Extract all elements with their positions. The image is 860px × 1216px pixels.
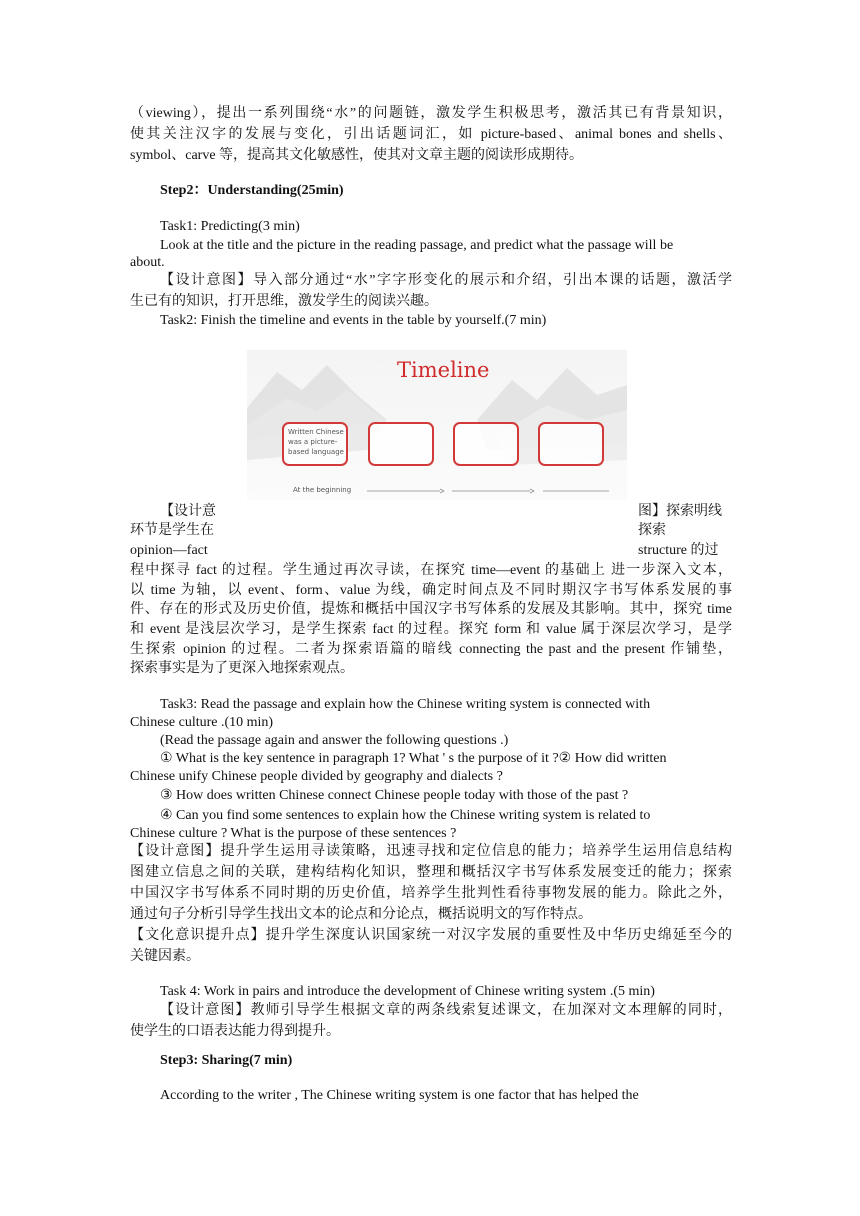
timeline-box-4 [538, 422, 604, 466]
task3-heading: Task3: Read the passage and explain how the Chinese writing system is connected with [160, 697, 651, 712]
wrap-text-right: 探索 [638, 523, 666, 538]
question-line: ① What is the key sentence in paragraph 1? What ' s the purpose of it ?② How did written [160, 751, 667, 766]
paragraph-line: 使其关注汉字的发展与变化，引出话题词汇，如 picture-based、animal bones and shells、 [130, 127, 732, 142]
task1-heading: Task1: Predicting(3 min) [160, 219, 300, 234]
paragraph-line: 程中探寻 fact 的过程。学生通过再次寻读，在探究 time—event 的基础上 进一步深入文本， [130, 563, 732, 578]
timeline-figure [247, 350, 627, 500]
design-intent-line: 图建立信息之间的关联，建构结构化知识，整理和概括汉字书写体系发展变迁的能力；探索 [130, 865, 732, 880]
task2-heading: Task2: Finish the timeline and events in the table by yourself.(7 min) [160, 313, 547, 328]
step3-heading: Step3: Sharing(7 min) [160, 1053, 293, 1068]
timeline-box-1-text: Written Chinese was a picture-based language [288, 428, 344, 456]
paragraph-line: 探索事实是为了更深入地探索观点。 [130, 661, 354, 676]
wrap-text-left: 环节是学生在 [130, 523, 214, 538]
paragraph-line: (Read the passage again and answer the following questions .) [160, 733, 509, 748]
question-line: ④ Can you find some sentences to explain how the Chinese writing system is related to [160, 808, 651, 823]
paragraph-line: （viewing），提出一系列围绕“水”的问题链，激发学生积极思考，激活其已有背景知识， [130, 106, 732, 121]
design-intent-line: 中国汉字书写体系不同时期的历史价值，培养学生批判性看待事物发展的能力。除此之外， [130, 886, 732, 901]
paragraph-line: Look at the title and the picture in the reading passage, and predict what the passage will be [160, 238, 674, 253]
design-intent-line: 【设计意图】提升学生运用寻读策略，迅速寻找和定位信息的能力；培养学生运用信息结构 [130, 844, 732, 859]
design-intent-line: 【设计意图】导入部分通过“水”字字形变化的展示和介绍，引出本课的话题，激活学 [160, 273, 732, 288]
wrap-text-right: 图】探索明线 [638, 504, 722, 519]
question-line: Chinese unify Chinese people divided by geography and dialects ? [130, 769, 503, 784]
question-line: Chinese culture ? What is the purpose of these sentences ? [130, 826, 457, 841]
culture-point-line: 关键因素。 [130, 949, 200, 964]
design-intent-line: 生已有的知识，打开思维，激发学生的阅读兴趣。 [130, 294, 438, 309]
design-intent-line: 使学生的口语表达能力得到提升。 [130, 1024, 340, 1039]
paragraph-line: According to the writer , The Chinese writing system is one factor that has helped the [160, 1088, 639, 1103]
timeline-box-1 [282, 422, 348, 466]
timeline-title: Timeline [397, 358, 490, 382]
task4-heading: Task 4: Work in pairs and introduce the development of Chinese writing system .(5 min) [160, 984, 655, 999]
timeline-box-2 [368, 422, 434, 466]
design-intent-line: 【设计意图】教师引导学生根据文章的两条线索复述课文，在加深对文本理解的同时， [160, 1003, 732, 1018]
paragraph-line: Chinese culture .(10 min) [130, 715, 274, 730]
paragraph-line: 和 event 是浅层次学习，是学生探索 fact 的过程。探究 form 和 value 属于深层次学习，是学 [130, 622, 732, 637]
question-line: ③ How does written Chinese connect Chinese people today with those of the past ? [160, 788, 629, 803]
paragraph-line: 以 time 为轴，以 event、form、value 为线，确定时间点及不同时期汉字书写体系发展的事 [130, 583, 732, 598]
wrap-text-left: 【设计意 [160, 504, 216, 519]
culture-point-line: 【文化意识提升点】提升学生深度认识国家统一对汉字发展的重要性及中华历史绵延至今的 [130, 928, 732, 943]
wrap-text-left: opinion—fact [130, 543, 208, 558]
wrap-text-right: structure 的过 [638, 543, 719, 558]
design-intent-line: 通过句子分析引导学生找出文本的论点和分论点，概括说明文的写作特点。 [130, 907, 592, 922]
paragraph-line: symbol、carve 等，提高其文化敏感性，使其对文章主题的阅读形成期待。 [130, 148, 584, 163]
paragraph-line: 件、存在的形式及历史价值，提炼和概括中国汉字书写体系的发展及其影响。其中，探究 time [130, 602, 732, 617]
timeline-beginning-label: At the beginning [293, 486, 352, 494]
paragraph-line: 生探索 opinion 的过程。二者为探索语篇的暗线 connecting the past and the present 作铺垫， [130, 642, 732, 657]
paragraph-line: about. [130, 255, 165, 270]
step2-heading: Step2：Understanding(25min) [160, 183, 344, 198]
timeline-box-3 [453, 422, 519, 466]
